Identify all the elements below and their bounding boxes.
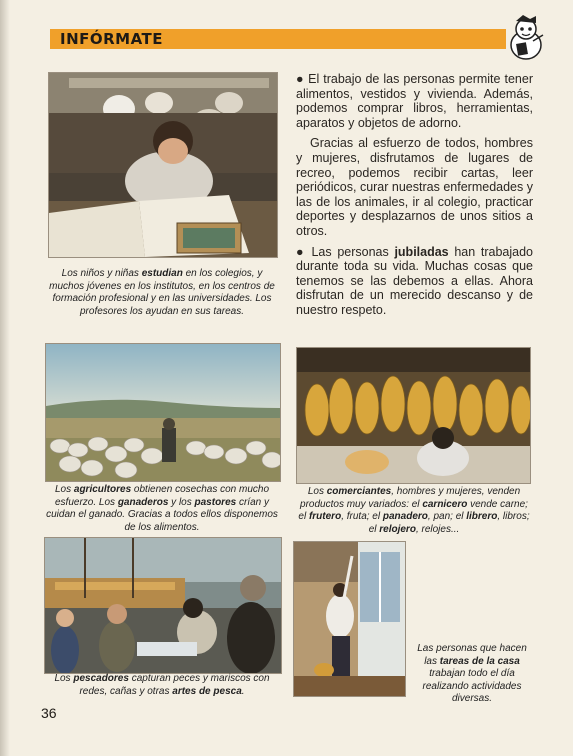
cartoon-mascot-icon (503, 13, 549, 61)
section-title: INFÓRMATE (60, 30, 164, 48)
main-text (296, 72, 533, 324)
page-edge (0, 0, 10, 756)
paragraph-work: ● El trabajo de las personas permite tener alimentos, vestidos y vivienda. Además, podemos comprar libros, herramientas, aparatos y objetos de adorno. (296, 72, 533, 130)
paragraph-effort: Gracias al esfuerzo de todos, hombres y mujeres, disfrutamos de lugares de recreo, podemos recibir cartas, leer periódicos, curar nuestras enfermedades y las de los animales, ir al colegio, practicar deportes y desplazarnos de unos sitios a otros. (296, 136, 533, 238)
paragraph-retired: ● Las personas jubiladas han trabajado durante toda su vida. Muchas cosas que tenemos se las debemos a ellas. Ahora disfrutan de un merecido descanso y de nuestro respeto. (296, 244, 533, 317)
students-photo (48, 72, 278, 258)
students-caption: Los niños y niñas estudian en los colegios, y muchos jóvenes en los institutos, en los centros de formación profesional y en las universidades. Los profesores los ayudan en sus tareas. (49, 268, 275, 317)
merchants-photo (296, 347, 531, 484)
merchants-caption: Los comerciantes, hombres y mujeres, venden productos muy variados: el carnicero vende carne; el frutero, fruta; el panadero, pan; el librero, libros; el relojero, relojes... (298, 486, 530, 535)
housework-caption: Las personas que hacen las tareas de la casa trabajan todo el día realizando actividades diversas. (417, 643, 527, 704)
bullet-icon: ● (296, 72, 305, 86)
fishermen-photo (44, 537, 282, 674)
housework-photo (293, 541, 406, 697)
farmers-photo (45, 343, 281, 482)
bullet-icon: ● (296, 244, 306, 259)
farmers-caption: Los agricultores obtienen cosechas con mucho esfuerzo. Los ganaderos y los pastores crían y cuidan el ganado. Gracias a todos ellos disponemos de los alimentos. (46, 484, 278, 533)
fishermen-caption: Los pescadores capturan peces y mariscos con redes, cañas y otras artes de pesca. (54, 673, 270, 697)
page-number: 36 (41, 705, 57, 721)
